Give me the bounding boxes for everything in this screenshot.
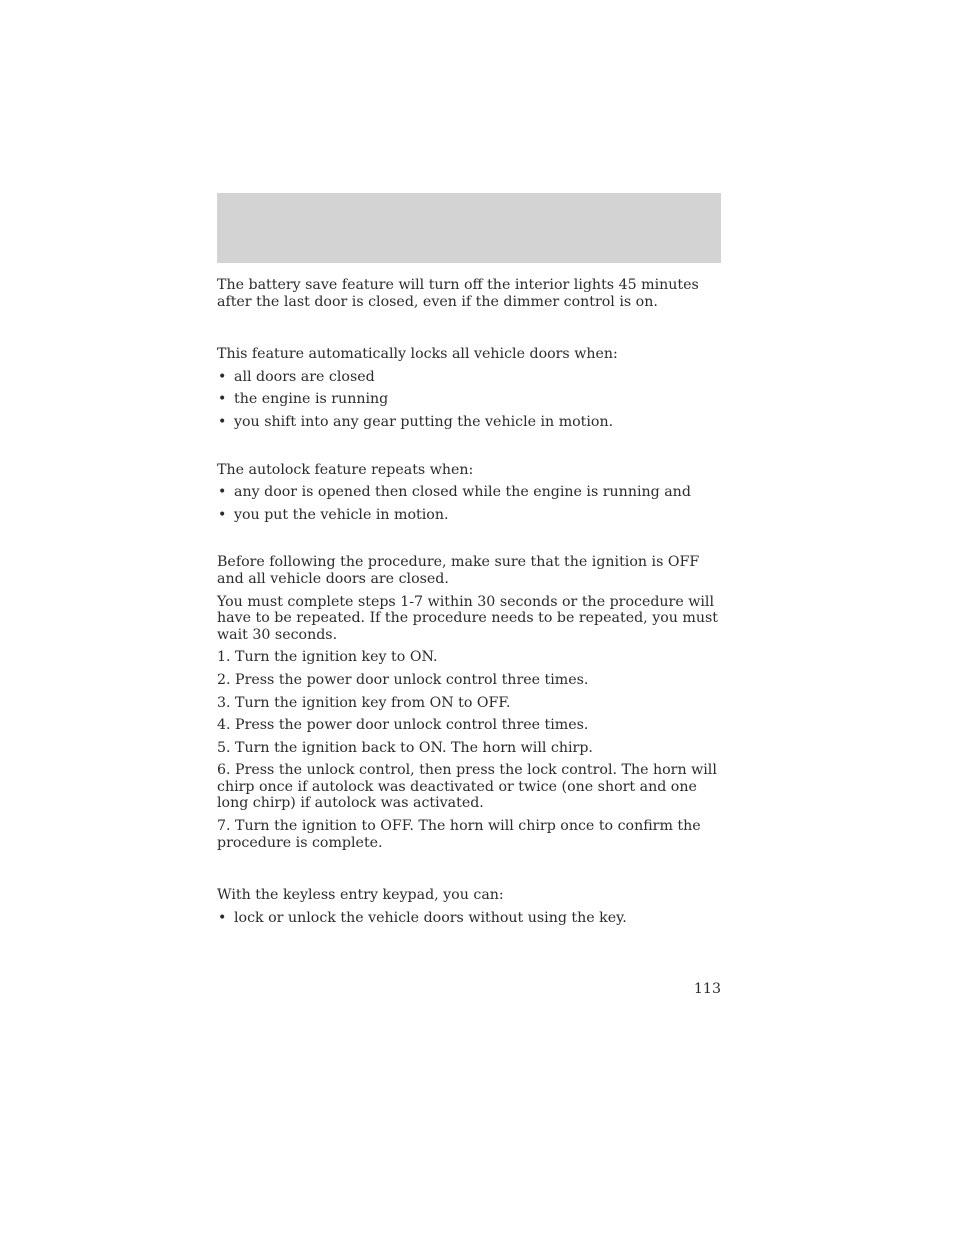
list-item — [217, 507, 721, 524]
bullet-icon: • — [218, 506, 227, 523]
bullet-icon: • — [218, 368, 227, 385]
procedure-step: 3. Turn the ignition key from ON to OFF. — [217, 694, 511, 711]
procedure-step: 2. Press the power door unlock control three times. — [217, 671, 589, 688]
keyless-intro: With the keyless entry keypad, you can: — [217, 887, 504, 904]
list-item-text: the engine is running — [234, 391, 389, 408]
procedure-step: 5. Turn the ignition back to ON. The horn will chirp. — [217, 739, 593, 756]
procedure-timing: You must complete steps 1-7 within 30 seconds or the procedure will have to be repeated. If the procedure needs to be repeated, you must wait 30 seconds. — [217, 593, 718, 643]
procedure-step: 6. Press the unlock control, then press the lock control. The horn will chirp once if autolock was deactivated or twice (one short and one long chirp) if autolock was activated. — [217, 762, 717, 812]
list-item-text: all doors are closed — [234, 368, 375, 385]
bullet-icon: • — [218, 391, 227, 408]
list-item-text: you shift into any gear putting the vehicle in motion. — [234, 413, 614, 430]
list-item — [217, 910, 721, 927]
list-item — [217, 484, 721, 501]
section-header-bar — [217, 193, 721, 263]
page-content — [217, 277, 721, 926]
bullet-icon: • — [218, 413, 227, 430]
procedure-before: Before following the procedure, make sure that the ignition is OFF and all vehicle doors are closed. — [217, 554, 700, 587]
autolock-repeat-intro: The autolock feature repeats when: — [217, 461, 474, 478]
list-item — [217, 414, 721, 431]
list-item — [217, 369, 721, 386]
list-item-text: you put the vehicle in motion. — [234, 506, 449, 523]
list-item-text: any door is opened then closed while the engine is running and — [234, 484, 691, 501]
list-item — [217, 391, 721, 408]
procedure-step: 7. Turn the ignition to OFF. The horn will chirp once to confirm the procedure is complete. — [217, 818, 701, 851]
bullet-icon: • — [218, 909, 227, 926]
page-number: 113 — [693, 981, 721, 997]
autolock-intro: This feature automatically locks all vehicle doors when: — [217, 346, 618, 363]
procedure-step: 1. Turn the ignition key to ON. — [217, 649, 438, 666]
battery-save-paragraph: The battery save feature will turn off the interior lights 45 minutes after the last door is closed, even if the dimmer control is on. — [217, 277, 699, 310]
list-item-text: lock or unlock the vehicle doors without using the key. — [234, 909, 627, 926]
bullet-icon: • — [218, 484, 227, 501]
procedure-step: 4. Press the power door unlock control three times. — [217, 717, 589, 734]
